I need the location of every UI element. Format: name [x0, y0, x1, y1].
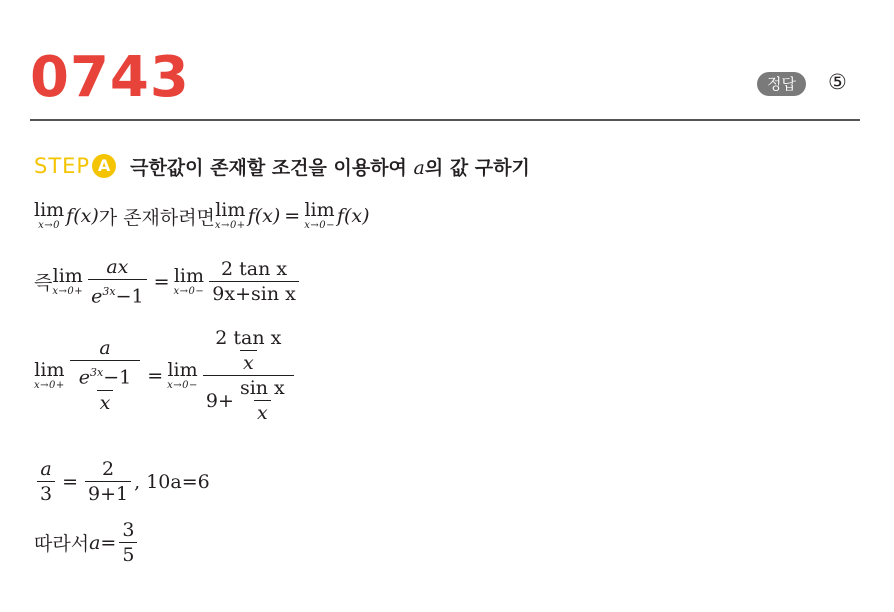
limit-sub: x→0− [167, 379, 198, 391]
limit-sub: x→0+ [34, 379, 65, 391]
solution-line-5 [34, 518, 140, 567]
equals: = [62, 470, 79, 493]
limit-3b: lim x→0− [167, 358, 198, 391]
limit-sub: x→0 [38, 220, 61, 231]
fraction [88, 255, 146, 308]
denominator [70, 360, 140, 414]
step-word: STEP [34, 154, 91, 178]
numerator: 2 [102, 458, 115, 480]
numerator: 3 [122, 519, 135, 541]
denominator [203, 375, 294, 425]
inner-denominator: x [97, 390, 114, 415]
inner-fraction [76, 361, 134, 414]
numerator: a [99, 337, 111, 360]
text: 9+ [205, 389, 234, 412]
text: a= [89, 531, 117, 554]
denominator: 9x+sin x [209, 281, 299, 306]
numerator [206, 326, 290, 375]
step-letter-badge: A [92, 154, 116, 178]
fraction [209, 257, 299, 306]
denominator: 3 [37, 481, 55, 506]
limit-3a: lim x→0+ [34, 358, 65, 391]
problem-number: 0743 [30, 45, 190, 110]
inner-numerator: sin x [239, 377, 285, 399]
compound-fraction [203, 326, 294, 425]
limit-sub: x→0+ [52, 285, 84, 297]
limit-1a: lim x→0 [34, 199, 65, 231]
step-title-pre: 극한값이 존재할 조건을 이용하여 [130, 156, 414, 179]
step-heading [34, 152, 530, 180]
solution-line-4 [34, 457, 210, 506]
numerator: 2 tan x [221, 258, 288, 281]
limit-sub: x→0− [304, 220, 335, 231]
expr: f(x) [336, 205, 370, 227]
step-title-post: 의 값 구하기 [424, 156, 530, 179]
compound-fraction [70, 336, 140, 414]
solution-line-1 [34, 200, 370, 232]
equals: = [147, 364, 164, 387]
inner-fraction [237, 376, 288, 425]
equals: = [284, 205, 301, 227]
limit-1b: lim x→0+ [214, 199, 246, 231]
limit-sub: x→0+ [214, 220, 246, 231]
equals: = [153, 270, 170, 293]
answer-value: ⑤ [828, 70, 847, 94]
limit-sub: x→0− [173, 285, 205, 297]
text: 따라서 [34, 533, 90, 555]
inner-fraction [212, 326, 284, 375]
text: 즉 [34, 272, 53, 295]
step-title [130, 153, 530, 180]
fraction [85, 457, 131, 506]
numerator: a [40, 458, 52, 480]
fraction [119, 518, 137, 567]
inner-numerator: 2 tan x [215, 327, 282, 349]
numerator: ax [106, 256, 129, 278]
inner-numerator: $e^{3x}-1$ [78, 366, 132, 389]
limit-2b: lim x→0− [173, 264, 205, 297]
text: 가 존재하려면 [98, 206, 215, 229]
denominator: $e^{3x}-1$ [88, 279, 146, 308]
text: , 10a=6 [134, 470, 210, 493]
limit-1c: lim x→0− [304, 199, 335, 231]
inner-denominator: x [240, 350, 257, 375]
inner-denominator: x [254, 400, 271, 425]
solution-line-2 [34, 255, 302, 308]
fraction [37, 457, 55, 506]
header-divider [30, 119, 860, 121]
step-title-var: a [413, 156, 425, 179]
denominator: 9+1 [85, 481, 131, 506]
expr: f(x) [66, 205, 99, 227]
expr: f(x) [247, 205, 281, 227]
answer-badge: 정답 [757, 72, 806, 96]
solution-line-3 [34, 326, 297, 425]
limit-2a: lim x→0+ [52, 264, 84, 297]
denominator: 5 [119, 542, 137, 567]
